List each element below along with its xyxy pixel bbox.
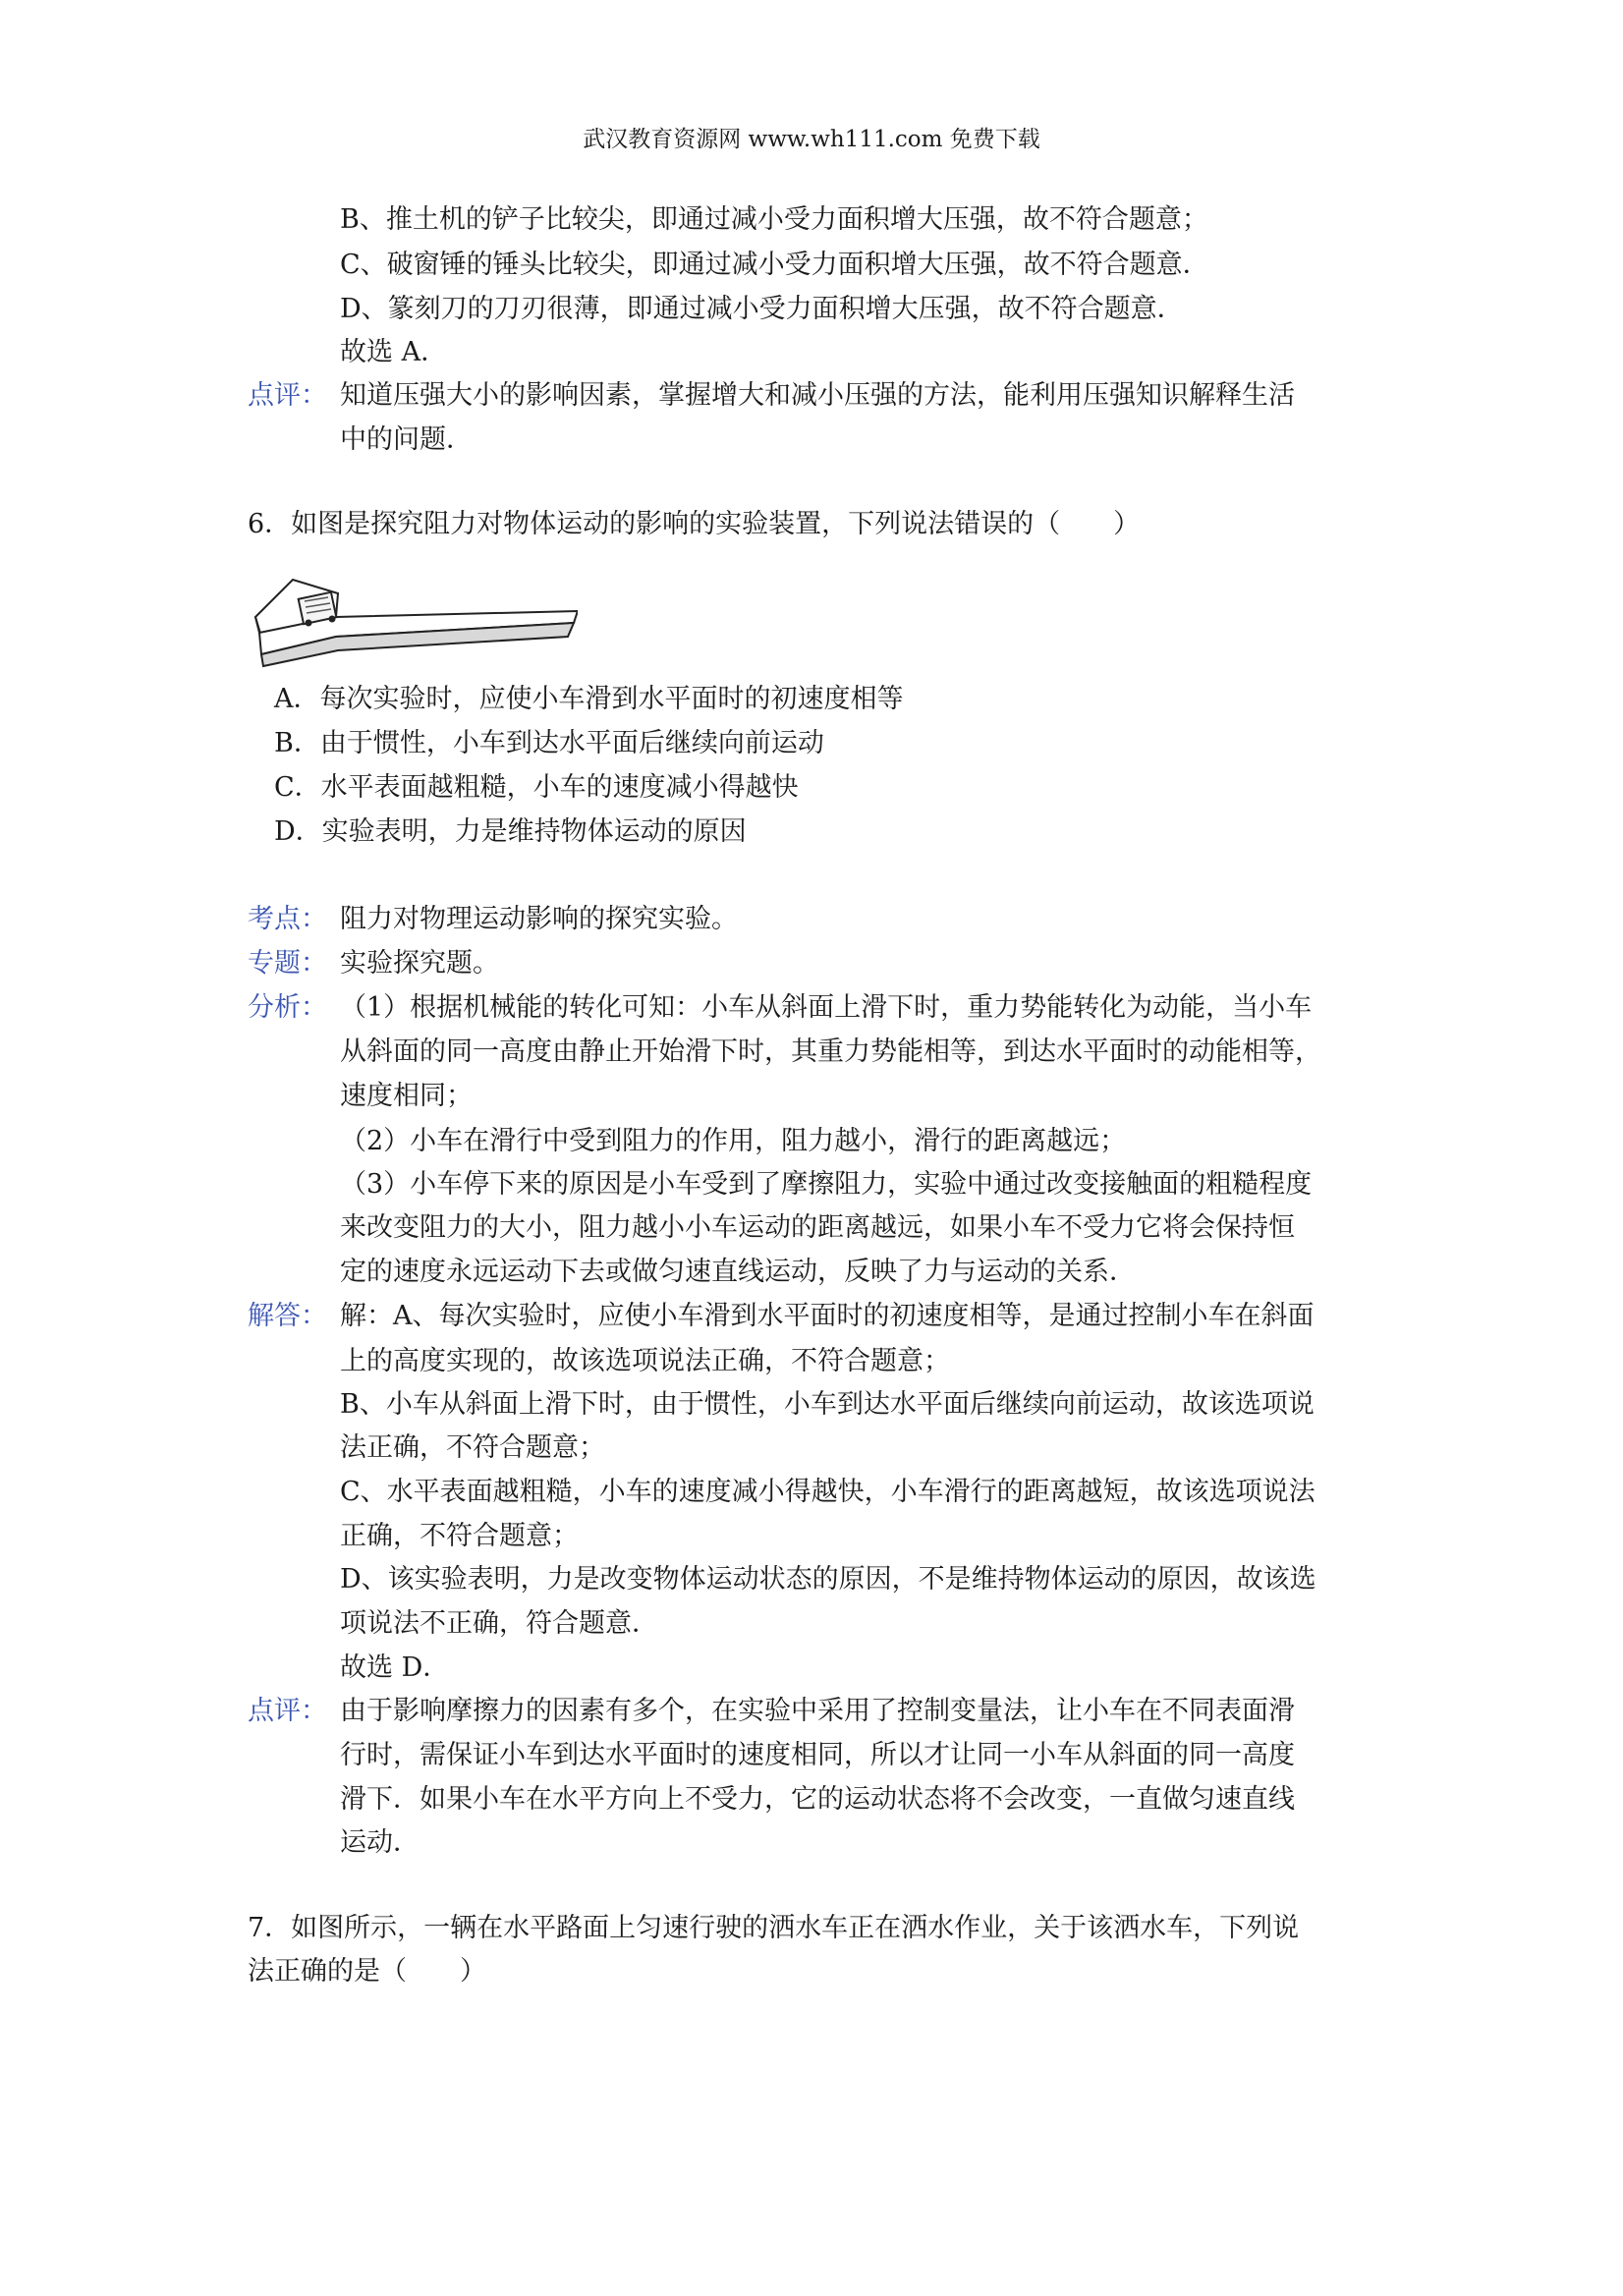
prev-comment-line: 知道压强大小的影响因素，掌握增大和减小压强的方法，能利用压强知识解释生活	[340, 380, 1295, 411]
prev-answer-choice: 故选 A．	[340, 337, 448, 367]
jieda-line: B、小车从斜面上滑下时，由于惯性，小车到达水平面后继续向前运动，故该选项说	[340, 1389, 1315, 1420]
dianping-line: 运动．	[340, 1827, 420, 1858]
fenxi-line: 速度相同；	[340, 1081, 473, 1111]
fenxi-line: 从斜面的同一高度由静止开始滑下时，其重力势能相等，到达水平面时的动能相等，	[340, 1036, 1321, 1067]
incline-experiment-figure	[250, 566, 578, 668]
kaodian-text: 阻力对物理运动影响的探究实验。	[340, 904, 738, 934]
q6-option: D．实验表明，力是维持物体运动的原因	[274, 816, 747, 847]
prev-answer-line: D、篆刻刀的刀刃很薄，即通过减小受力面积增大压强，故不符合题意．	[340, 294, 1184, 324]
q6-option: A．每次实验时，应使小车滑到水平面时的初速度相等	[274, 684, 904, 714]
jieda-line: 正确，不符合题意；	[340, 1521, 579, 1551]
q6-option: B．由于惯性，小车到达水平面后继续向前运动	[274, 728, 824, 758]
jieda-line: 法正确，不符合题意；	[340, 1432, 605, 1463]
fenxi-line: （2）小车在滑行中受到阻力的作用，阻力越小，滑行的距离越远；	[340, 1126, 1127, 1156]
prev-answer-line: C、破窗锤的锤头比较尖，即通过减小受力面积增大压强，故不符合题意．	[340, 250, 1209, 280]
zhuanti-text: 实验探究题。	[340, 948, 499, 979]
prev-comment-label: 点评：	[248, 380, 327, 411]
kaodian-label: 考点：	[248, 904, 327, 934]
dianping-line: 由于影响摩擦力的因素有多个，在实验中采用了控制变量法，让小车在不同表面滑	[340, 1696, 1295, 1726]
jieda-line: C、水平表面越粗糙，小车的速度减小得越快，小车滑行的距离越短，故该选项说法	[340, 1477, 1315, 1507]
q7-stem-line: 7．如图所示，一辆在水平路面上匀速行驶的洒水车正在洒水作业，关于该洒水车，下列说	[248, 1913, 1300, 1943]
fenxi-line: （3）小车停下来的原因是小车受到了摩擦阻力，实验中通过改变接触面的粗糙程度	[340, 1169, 1313, 1200]
q6-option: C．水平表面越粗糙，小车的速度减小得越快	[274, 772, 799, 803]
zhuanti-label: 专题：	[248, 948, 327, 979]
fenxi-line: 来改变阻力的大小，阻力越小小车运动的距离越远，如果小车不受力它将会保持恒	[340, 1212, 1295, 1243]
jieda-label: 解答：	[248, 1301, 327, 1331]
dianping-line: 行时，需保证小车到达水平面时的速度相同，所以才让同一小车从斜面的同一高度	[340, 1740, 1295, 1770]
jieda-line: 解：A、每次实验时，应使小车滑到水平面时的初速度相等，是通过控制小车在斜面	[340, 1301, 1315, 1331]
page-header: 武汉教育资源网 www.wh111.com 免费下载	[583, 127, 1040, 152]
dianping-line: 滑下．如果小车在水平方向上不受力，它的运动状态将不会改变，一直做匀速直线	[340, 1784, 1295, 1815]
q6-stem: 6．如图是探究阻力对物体运动的影响的实验装置，下列说法错误的（ ）	[248, 509, 1141, 539]
prev-comment-line: 中的问题．	[340, 424, 473, 455]
dianping-label: 点评：	[248, 1696, 327, 1726]
fenxi-line: （1）根据机械能的转化可知：小车从斜面上滑下时，重力势能转化为动能，当小车	[340, 992, 1313, 1023]
prev-answer-line: B、推土机的铲子比较尖，即通过减小受力面积增大压强，故不符合题意；	[340, 204, 1208, 235]
jieda-line: D、该实验表明，力是改变物体运动状态的原因，不是维持物体运动的原因，故该选	[340, 1564, 1316, 1595]
jieda-line: 项说法不正确，符合题意．	[340, 1608, 658, 1639]
fenxi-line: 定的速度永远运动下去或做匀速直线运动，反映了力与运动的关系．	[340, 1257, 1136, 1287]
jieda-line: 上的高度实现的，故该选项说法正确，不符合题意；	[340, 1346, 950, 1376]
fenxi-label: 分析：	[248, 992, 327, 1023]
jieda-choice: 故选 D．	[340, 1652, 450, 1683]
q7-stem-line: 法正确的是（ ）	[248, 1956, 486, 1987]
